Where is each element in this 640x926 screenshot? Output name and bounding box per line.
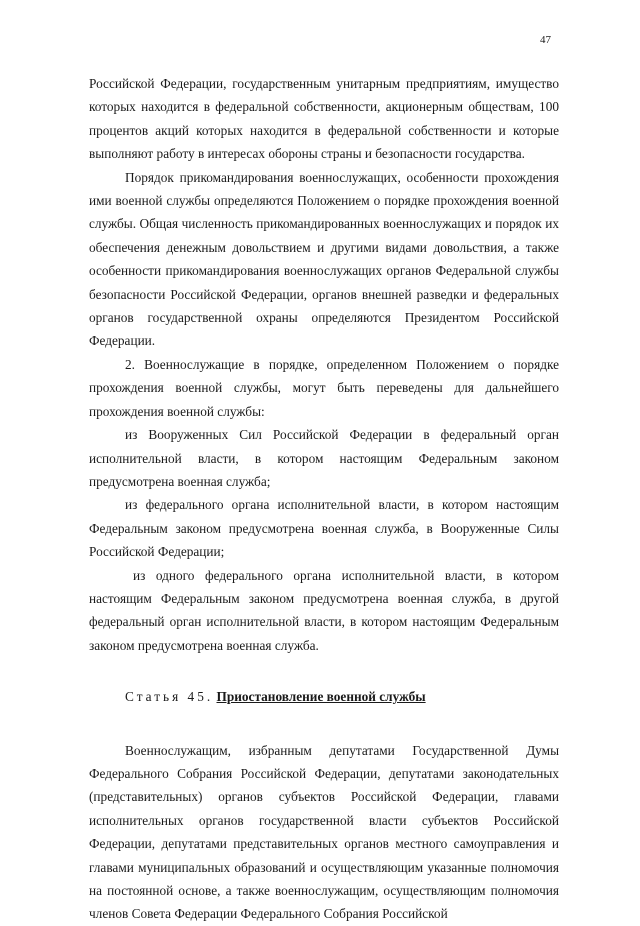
document-body — [89, 72, 559, 926]
paragraph-secondment-order: Порядок прикомандирования военнослужащих, особенности прохождения ими военной службы определяются Положением о порядке прохождения военной службы. Общая численность прикомандированных военнослужащих и порядок их обеспечения денежным довольствием и другими видами довольствия, а также особенности прикомандирования военнослужащих органов Федеральной службы безопасности Российской Федерации, органов внешней разведки и федеральных органов государственной охраны определяются Президентом Российской Федерации. — [89, 169, 559, 349]
paragraph-transfer-intro: 2. Военнослужащие в порядке, определенном Положением о порядке прохождения военной службы, могут быть переведены для дальнейшего прохождения военной службы: — [89, 356, 559, 419]
paragraph-transfer-between-organs: из одного федерального органа исполнительной власти, в котором настоящим Федеральным законом предусмотрена военная служба, в другой федеральный орган исполнительной власти, в котором настоящим Федеральным законом предусмотрена военная служба. — [89, 567, 559, 653]
article-label: Статья 45. — [125, 689, 214, 705]
article-title: Приостановление военной службы — [216, 689, 426, 705]
article-heading — [89, 685, 559, 708]
paragraph-continuation: Российской Федерации, государственным унитарным предприятиям, имущество которых находится в федеральной собственности, акционерным обществам, 100 процентов акций которых находится в федеральной собственности и которые выполняют работу в интересах обороны страны и безопасности государства. — [89, 76, 559, 162]
page-number: 47 — [540, 34, 551, 46]
paragraph-suspension: Военнослужащим, избранным депутатами Государственной Думы Федерального Собрания Российской Федерации, депутатами законодательных (представительных) органов субъектов Российской Федерации, главами исполнительных органов государственной власти субъектов Российской Федерации, депутатами представительных органов местного самоуправления и главами муниципальных образований и осуществляющим указанные полномочия на постоянной основе, а также военнослужащим, осуществляющим полномочия членов Совета Федерации Федерального Собрания Российской — [89, 742, 559, 922]
paragraph-transfer-from-armed-forces: из Вооруженных Сил Российской Федерации в федеральный орган исполнительной власти, в котором настоящим Федеральным законом предусмотрена военная служба; — [89, 427, 559, 489]
paragraph-transfer-to-armed-forces: из федерального органа исполнительной власти, в котором настоящим Федеральным законом предусмотрена военная служба, в Вооруженные Силы Российской Федерации; — [89, 497, 559, 560]
